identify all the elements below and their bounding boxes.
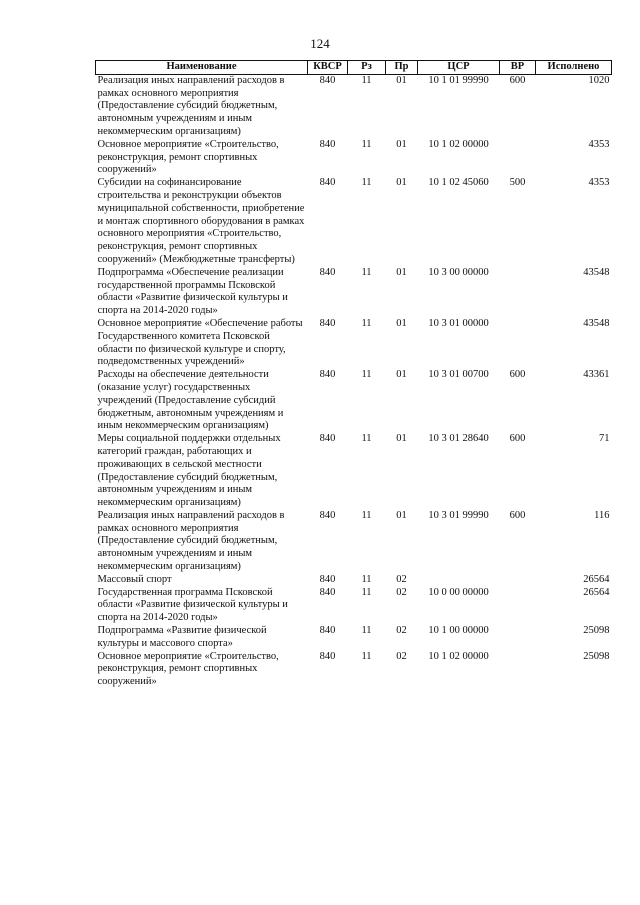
cell-vr: 600 (509, 74, 526, 86)
cell-pr: 02 (396, 625, 407, 637)
cell-pr: 01 (396, 317, 407, 329)
cell-rz: 11 (361, 317, 372, 329)
table-row (96, 574, 612, 587)
table-row (96, 369, 612, 433)
table-row (96, 139, 612, 177)
cell-vr (500, 574, 536, 587)
cell-csr: 10 0 00 00000 (428, 586, 489, 598)
cell-name: Массовый спорт (97, 573, 172, 585)
table-header-row (96, 61, 612, 75)
cell-name: Основное мероприятие «Строительство, реконструкция, ремонт спортивных сооружений» (97, 138, 279, 176)
cell-vr: 600 (509, 433, 526, 445)
cell-csr: 10 1 00 00000 (428, 625, 489, 637)
cell-rz: 11 (361, 177, 372, 189)
cell-done: 1020 (588, 74, 610, 86)
cell-vr (500, 625, 536, 651)
cell-vr: 600 (509, 509, 526, 521)
cell-kvsr: 840 (319, 266, 336, 278)
header-kvsr: КВСР (308, 61, 348, 75)
table-row (96, 433, 612, 510)
cell-rz: 11 (361, 74, 372, 86)
cell-kvsr: 840 (319, 509, 336, 521)
cell-done: 43548 (583, 317, 610, 329)
cell-vr (500, 651, 536, 689)
table-row (96, 177, 612, 267)
cell-vr: 500 (509, 177, 526, 189)
header-pr: Пр (386, 61, 418, 75)
table-row (96, 267, 612, 318)
cell-kvsr: 840 (319, 650, 336, 662)
cell-done: 43548 (583, 266, 610, 278)
cell-kvsr: 840 (319, 369, 336, 381)
cell-csr: 10 1 02 45060 (428, 177, 489, 189)
cell-csr: 10 3 01 28640 (428, 433, 489, 445)
cell-pr: 01 (396, 509, 407, 521)
cell-done: 4353 (588, 177, 610, 189)
table-row (96, 318, 612, 369)
header-csr: ЦСР (418, 61, 500, 75)
header-rz: Рз (348, 61, 386, 75)
cell-vr (500, 139, 536, 177)
cell-kvsr: 840 (319, 138, 336, 150)
cell-done: 116 (594, 509, 610, 521)
cell-pr: 01 (396, 369, 407, 381)
table-row (96, 651, 612, 689)
header-vr: ВР (500, 61, 536, 75)
cell-rz: 11 (361, 650, 372, 662)
cell-pr: 01 (396, 433, 407, 445)
cell-kvsr: 840 (319, 317, 336, 329)
cell-rz: 11 (361, 509, 372, 521)
cell-csr: 10 1 01 99990 (428, 74, 489, 86)
cell-kvsr: 840 (319, 586, 336, 598)
cell-done: 43361 (583, 369, 610, 381)
cell-kvsr: 840 (319, 625, 336, 637)
page-number: 124 (310, 36, 330, 51)
cell-csr (418, 574, 500, 587)
cell-kvsr: 840 (319, 573, 336, 585)
table-row (96, 587, 612, 625)
cell-vr: 600 (509, 369, 526, 381)
cell-pr: 02 (396, 650, 407, 662)
cell-csr: 10 3 01 00000 (428, 317, 489, 329)
cell-name: Меры социальной поддержки отдельных категорий граждан, работающих и проживающих в сельской местности (Предоставление субсидий бюджетным, автономным учреждениям и иным некоммерческим организациям) (97, 433, 281, 509)
cell-vr (500, 318, 536, 369)
table-row (96, 510, 612, 574)
cell-vr (500, 267, 536, 318)
cell-name: Основное мероприятие «Обеспечение работы Государственного комитета Псковской области по физической культуре и спорту, подведомственных учреждений» (97, 317, 303, 368)
cell-done: 25098 (583, 625, 610, 637)
header-done: Исполнено (536, 61, 612, 75)
cell-pr: 01 (396, 138, 407, 150)
cell-rz: 11 (361, 573, 372, 585)
cell-rz: 11 (361, 369, 372, 381)
cell-name: Реализация иных направлений расходов в рамках основного мероприятия (Предоставление субсидий бюджетным, автономным учреждениям и иным некоммерческим организациям) (97, 509, 285, 573)
cell-done: 71 (599, 433, 610, 445)
cell-vr (500, 587, 536, 625)
cell-rz: 11 (361, 266, 372, 278)
cell-pr: 01 (396, 266, 407, 278)
cell-done: 26564 (583, 586, 610, 598)
cell-name: Основное мероприятие «Строительство, реконструкция, ремонт спортивных сооружений» (97, 650, 279, 688)
cell-name: Государственная программа Псковской области «Развитие физической культуры и спорта на 2014-2020 годы» (97, 586, 288, 624)
cell-name: Субсидии на софинансирование строительства и реконструкции объектов муниципальной собственности, приобретение и монтаж спортивного оборудования в рамках основного мероприятия «Строительство, реконструкция, ремонт спортивных сооружений» (Межбюджетные трансферты) (97, 177, 305, 265)
cell-pr: 02 (396, 586, 407, 598)
cell-rz: 11 (361, 586, 372, 598)
table-row (96, 74, 612, 138)
cell-csr: 10 3 01 00700 (428, 369, 489, 381)
cell-csr: 10 3 00 00000 (428, 266, 489, 278)
cell-name: Подпрограмма «Обеспечение реализации государственной программы Псковской области «Развитие физической культуры и спорта на 2014-2020 годы» (97, 266, 288, 317)
cell-name: Реализация иных направлений расходов в рамках основного мероприятия (Предоставление субсидий бюджетным, автономным учреждениям и иным некоммерческим организациям) (97, 74, 285, 137)
cell-pr: 02 (396, 573, 407, 585)
cell-kvsr: 840 (319, 433, 336, 445)
cell-done: 25098 (583, 650, 610, 662)
cell-name: Расходы на обеспечение деятельности (оказание услуг) государственных учреждений (Предоставление субсидий бюджетным, автономным учреждениям и иным некоммерческим организациям) (97, 369, 284, 432)
cell-name: Подпрограмма «Развитие физической культуры и массового спорта» (97, 625, 267, 649)
table-row (96, 625, 612, 651)
budget-table (95, 60, 612, 689)
cell-kvsr: 840 (319, 177, 336, 189)
cell-rz: 11 (361, 138, 372, 150)
cell-csr: 10 1 02 00000 (428, 138, 489, 150)
cell-done: 4353 (588, 138, 610, 150)
cell-pr: 01 (396, 74, 407, 86)
cell-rz: 11 (361, 625, 372, 637)
header-name: Наименование (96, 61, 308, 75)
cell-csr: 10 1 02 00000 (428, 650, 489, 662)
cell-kvsr: 840 (319, 74, 336, 86)
cell-rz: 11 (361, 433, 372, 445)
cell-csr: 10 3 01 99990 (428, 509, 489, 521)
cell-done: 26564 (583, 573, 610, 585)
cell-pr: 01 (396, 177, 407, 189)
